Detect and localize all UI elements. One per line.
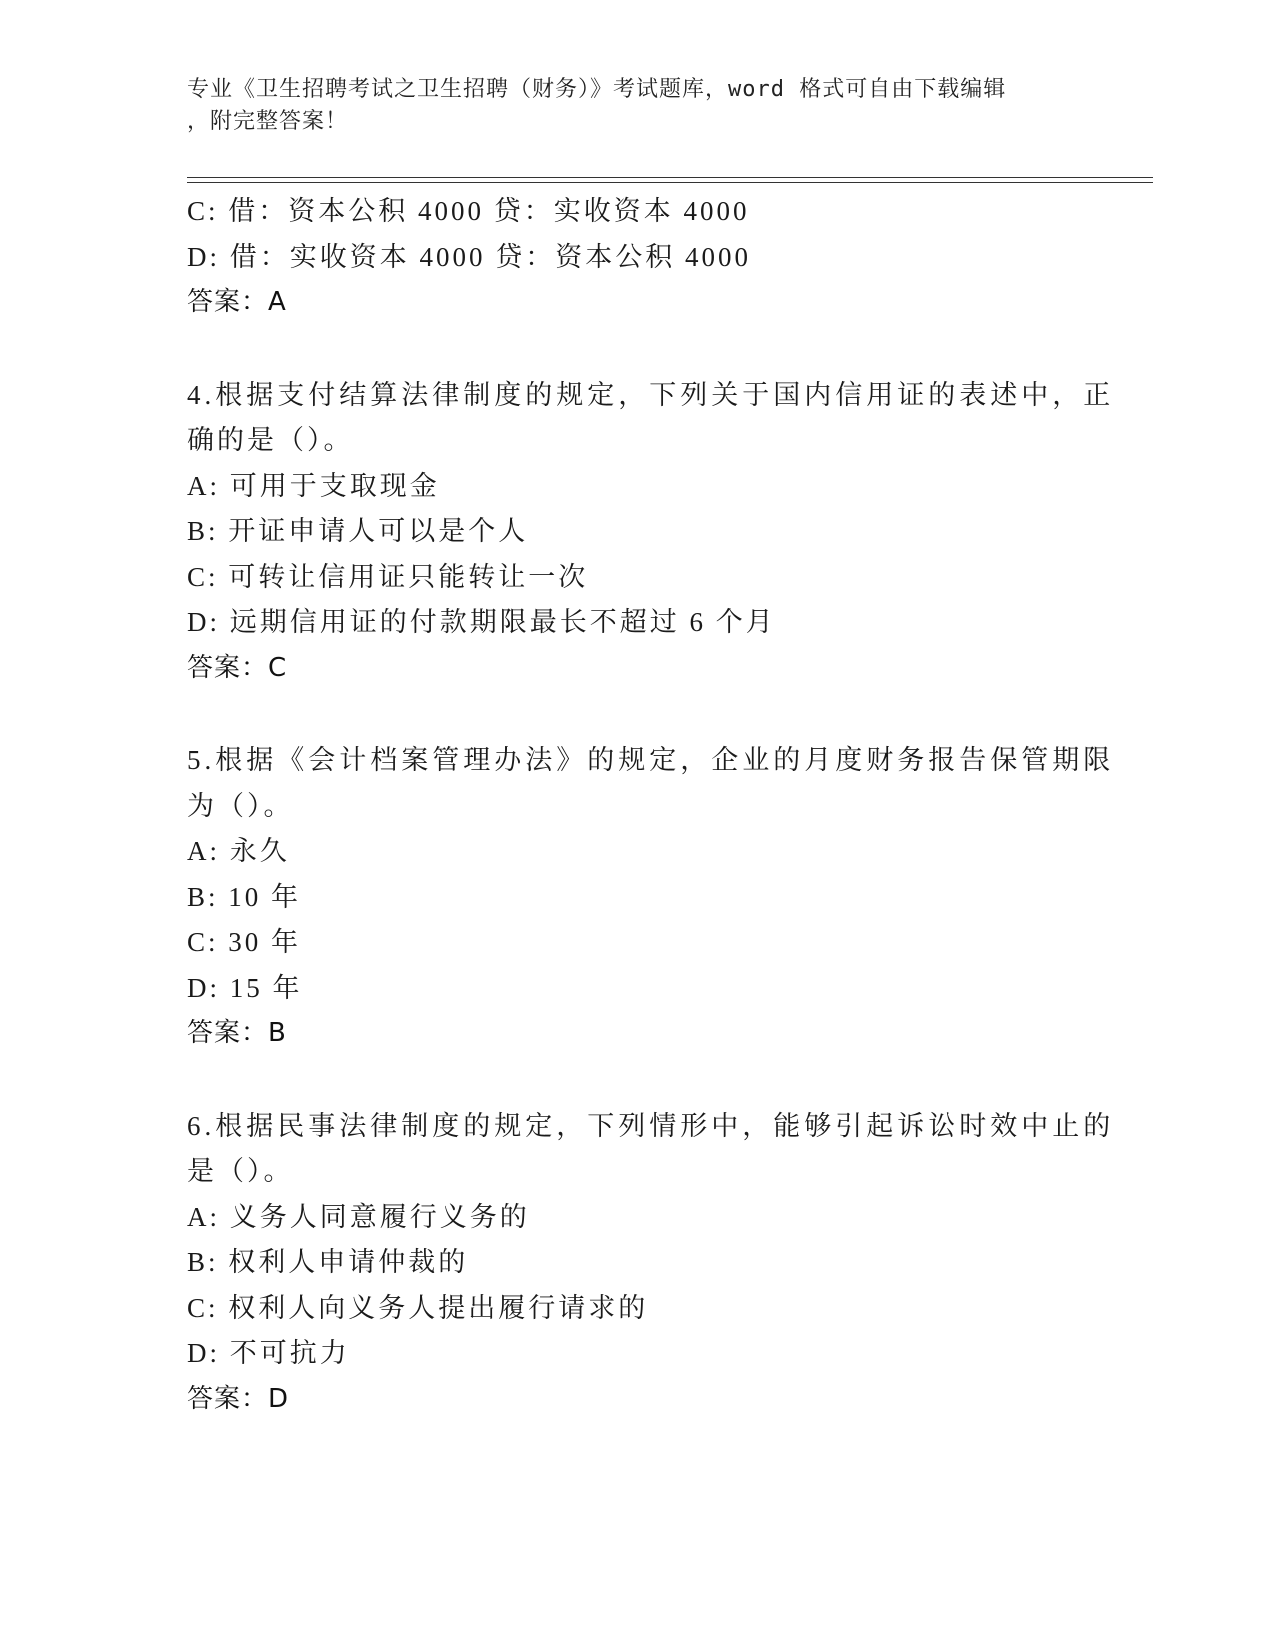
question-stem-line-2: 是（）。 bbox=[187, 1156, 294, 1186]
header-line-2: ，附完整答案！ bbox=[187, 109, 349, 134]
header-divider-top bbox=[187, 177, 1153, 178]
question-list bbox=[187, 189, 1115, 1422]
header-divider-bottom bbox=[187, 182, 1153, 183]
answer-line: 答案：D bbox=[187, 1383, 290, 1414]
spacer bbox=[187, 691, 1087, 738]
answer-line: 答案：B bbox=[187, 1018, 287, 1048]
answer-line: 答案：A bbox=[187, 287, 287, 317]
option-a: A: 可用于支取现金 bbox=[187, 470, 440, 501]
document-header bbox=[187, 74, 1067, 138]
option-a: A: 永久 bbox=[187, 836, 290, 866]
option-b: B: 开证申请人可以是个人 bbox=[187, 516, 529, 546]
question-4 bbox=[187, 373, 1115, 692]
option-c: C: 可转让信用证只能转让一次 bbox=[187, 561, 589, 592]
option-c: C: 借：资本公积 4000 贷：实收资本 4000 bbox=[187, 196, 750, 226]
option-d: D: 远期信用证的付款期限最长不超过 6 个月 bbox=[187, 607, 776, 637]
option-a: A: 义务人同意履行义务的 bbox=[187, 1201, 530, 1232]
spacer bbox=[187, 1057, 1087, 1104]
question-stem-line-1: 4.根据支付结算法律制度的规定，下列关于国内信用证的表述中，正 bbox=[187, 379, 1115, 410]
question-5 bbox=[187, 738, 1115, 1057]
spacer bbox=[187, 326, 1087, 373]
question-stem-line-1: 5.根据《会计档案管理办法》的规定，企业的月度财务报告保管期限 bbox=[187, 745, 1115, 775]
header-line-1: 专业《卫生招聘考试之卫生招聘（财务）》考试题库，word 格式可自由下载编辑 bbox=[187, 77, 1007, 102]
question-stem-line-2: 为（）。 bbox=[187, 790, 294, 821]
question-3-tail bbox=[187, 189, 1087, 326]
answer-line: 答案：C bbox=[187, 652, 288, 683]
option-d: D: 借：实收资本 4000 贷：资本公积 4000 bbox=[187, 241, 751, 272]
question-stem-line-2: 确的是（）。 bbox=[187, 425, 354, 455]
option-c: C: 30 年 bbox=[187, 927, 302, 957]
option-c: C: 权利人向义务人提出履行请求的 bbox=[187, 1292, 649, 1323]
option-b: B: 10 年 bbox=[187, 881, 302, 912]
option-d: D: 不可抗力 bbox=[187, 1338, 350, 1368]
question-stem-line-1: 6.根据民事法律制度的规定，下列情形中，能够引起诉讼时效中止的 bbox=[187, 1110, 1115, 1141]
question-6 bbox=[187, 1104, 1115, 1423]
option-d: D: 15 年 bbox=[187, 972, 303, 1003]
option-b: B: 权利人申请仲裁的 bbox=[187, 1247, 469, 1277]
